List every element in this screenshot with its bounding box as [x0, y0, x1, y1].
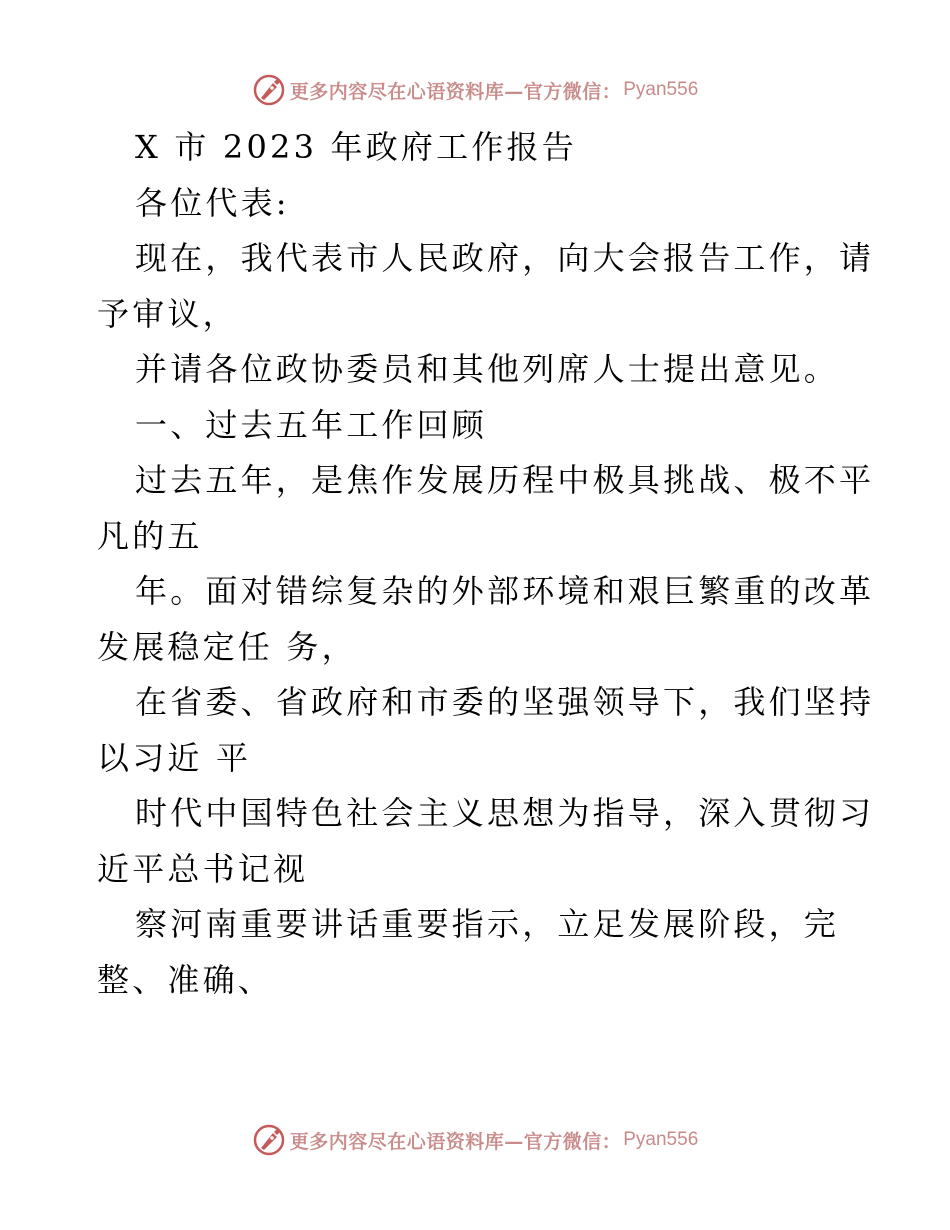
text-line: 凡的五: [97, 516, 203, 555]
text-line: 近平总书记视: [97, 849, 309, 888]
text-line: 以习近 平: [97, 738, 252, 777]
document-body: [97, 120, 875, 1008]
watermark-footer: [0, 1120, 950, 1160]
watermark-header: [0, 70, 950, 110]
text-line: 在省委、省政府和市委的坚强领导下，我们坚持: [135, 683, 875, 721]
text-line: 并请各位政协委员和其他列席人士提出意见。: [135, 350, 840, 388]
text-line: 过去五年，是焦作发展历程中极具挑战、极不平: [135, 461, 875, 499]
text-line: 现在，我代表市人民政府，向大会报告工作，请: [135, 239, 875, 277]
watermark-text: 更多内容尽在心语资料库—官方微信：: [289, 1130, 622, 1153]
document-title: X 市 2023 年政府工作报告: [135, 128, 577, 166]
text-line: 发展稳定任 务，: [97, 627, 357, 666]
text-line: 整、准确、: [97, 960, 274, 999]
section-heading: 一、过去五年工作回顾: [135, 405, 488, 444]
text-line: 予审议，: [97, 294, 238, 333]
pen-nib-logo-icon: [252, 73, 286, 107]
text-line: 时代中国特色社会主义思想为指导，深入贯彻习: [135, 794, 875, 832]
watermark-wechat-id: Pyan556: [623, 1129, 699, 1150]
pen-nib-logo-icon: [252, 1123, 286, 1157]
watermark-wechat-id: Pyan556: [623, 79, 699, 100]
text-line: 察河南重要讲话重要指示，立足发展阶段，完: [135, 905, 840, 943]
text-line: 年。面对错综复杂的外部环境和艰巨繁重的改革: [135, 572, 875, 610]
salutation: 各位代表:: [135, 183, 290, 222]
watermark-text: 更多内容尽在心语资料库—官方微信：: [289, 80, 622, 103]
